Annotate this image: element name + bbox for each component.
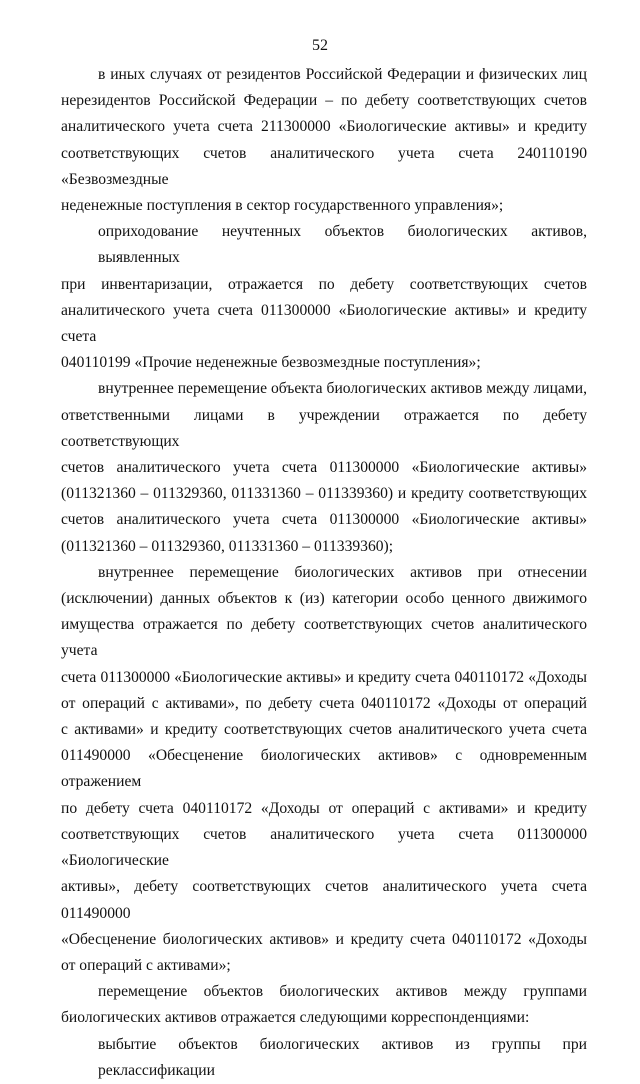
text-line: по дебету счета 040110172 «Доходы от операций с активами» и кредиту	[61, 799, 587, 817]
page-number: 52	[312, 37, 328, 54]
text-line: перемещение объектов биологических активов между группами	[98, 983, 587, 1001]
paragraph-2	[61, 219, 587, 376]
text-line: внутреннее перемещение биологических активов при отнесении	[98, 563, 587, 581]
text-line: имущества отражается по дебету соответствующих счетов аналитического учета	[61, 616, 587, 660]
text-line: ответственными лицами в учреждении отражается по дебету соответствующих	[61, 406, 587, 450]
text-line: счетов аналитического учета счета 011300000 «Биологические активы»	[61, 511, 587, 529]
paragraph-4	[61, 560, 587, 979]
document-body	[61, 62, 587, 1084]
text-line: соответствующих счетов аналитического учета счета 011300000 «Биологические	[61, 825, 587, 870]
paragraph-1	[61, 62, 587, 219]
text-line: счета 011300000 «Биологические активы» и кредиту счета 040110172 «Доходы	[61, 668, 587, 686]
text-line: нерезидентов Российской Федерации – по дебету соответствующих счетов	[61, 92, 587, 110]
text-line: биологических активов отражается следующими корреспонденциями:	[61, 1009, 530, 1027]
text-line: от операций с активами»;	[61, 956, 231, 974]
paragraph-5	[61, 979, 587, 1031]
text-line: «Обесценение биологических активов» и кредиту счета 040110172 «Доходы	[61, 930, 587, 948]
text-line: (011321360 – 011329360, 011331360 – 011339360) и кредиту соответствующих	[61, 485, 587, 503]
text-line: от операций с активами», по дебету счета 040110172 «Доходы от операций	[61, 694, 587, 712]
text-line: 040110199 «Прочие неденежные безвозмездные поступления»;	[61, 354, 481, 372]
text-line: оприходование неучтенных объектов биологических активов, выявленных	[98, 223, 587, 267]
text-line: с активами» и кредиту соответствующих счетов аналитического учета счета	[61, 721, 587, 739]
text-line: неденежные поступления в сектор государственного управления»;	[61, 197, 504, 215]
text-line: активы», дебету соответствующих счетов аналитического учета счета 011490000	[61, 878, 587, 922]
paragraph-6	[61, 1032, 587, 1084]
text-line: 011490000 «Обесценение биологических активов» с одновременным отражением	[61, 747, 587, 791]
text-line: соответствующих счетов аналитического учета счета 240110190 «Безвозмездные	[61, 144, 587, 188]
text-line: внутреннее перемещение объекта биологических активов между лицами,	[98, 380, 587, 398]
text-line: выбытие объектов биологических активов из группы при реклассификации	[98, 1035, 587, 1079]
text-line: счетов аналитического учета счета 011300000 «Биологические активы»	[61, 459, 587, 477]
text-line: при инвентаризации, отражается по дебету соответствующих счетов	[61, 275, 587, 293]
text-line: аналитического учета счета 211300000 «Биологические активы» и кредиту	[61, 118, 587, 136]
text-line: (исключении) данных объектов к (из) категории особо ценного движимого	[61, 590, 587, 608]
paragraph-3	[61, 376, 587, 559]
text-line: аналитического учета счета 011300000 «Биологические активы» и кредиту счета	[61, 301, 587, 346]
text-line: (011321360 – 011329360, 011331360 – 011339360);	[61, 537, 394, 555]
text-line: в иных случаях от резидентов Российской Федерации и физических лиц	[98, 66, 587, 83]
